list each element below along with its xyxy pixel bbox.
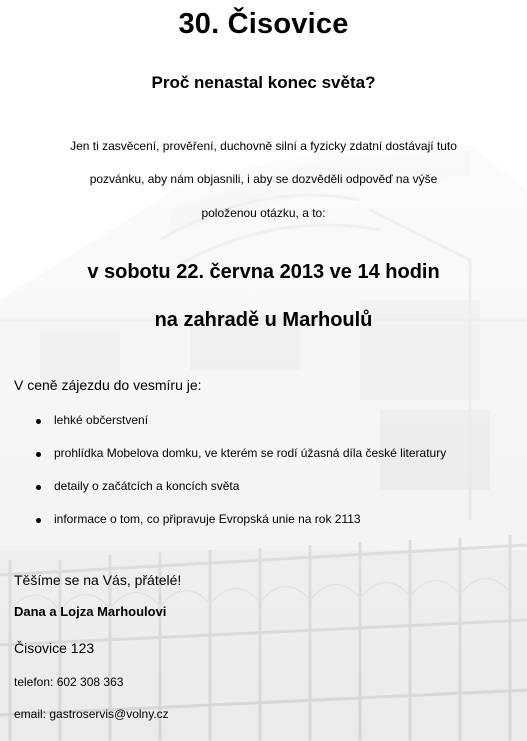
invitation-question: Proč nenastal konec světa? xyxy=(151,73,376,92)
invitation-text-line-2: pozvánku, aby nám objasnili, i aby se dozvěděli odpověď na výše xyxy=(89,172,438,186)
invitation-text-line-1: Jen ti zasvěcení, prověření, duchovně silní a fyzicky zdatní dostávají tuto xyxy=(70,139,457,153)
bullet-icon xyxy=(36,419,41,424)
event-date-time: v sobotu 22. června 2013 ve 14 hodin xyxy=(87,261,440,283)
greeting: Těšíme se na Vás, přátelé! xyxy=(14,572,182,588)
list-item-text: lehké občerstvení xyxy=(54,413,149,427)
price-includes-heading: V ceně zájezdu do vesmíru je: xyxy=(14,377,202,393)
invitation-text-line-3: položenou otázku, a to: xyxy=(201,206,326,220)
email-address: email: gastroservis@volny.cz xyxy=(14,707,169,721)
host-names: Dana a Lojza Marhoulovi xyxy=(14,604,167,619)
invitation-title: 30. Čisovice xyxy=(178,8,349,40)
phone-number: telefon: 602 308 363 xyxy=(14,675,124,689)
bullet-icon xyxy=(36,485,41,490)
list-item-text: informace o tom, co připravuje Evropská unie na rok 2113 xyxy=(54,512,361,526)
list-item-text: detaily o začátcích a koncích světa xyxy=(54,479,240,493)
event-location: na zahradě u Marhoulů xyxy=(154,309,373,331)
list-item-text: prohlídka Mobelova domku, ve kterém se rodí úžasná díla české literatury xyxy=(54,446,447,460)
address: Čisovice 123 xyxy=(14,640,95,656)
bullet-icon xyxy=(36,518,41,523)
bullet-icon xyxy=(36,452,41,457)
